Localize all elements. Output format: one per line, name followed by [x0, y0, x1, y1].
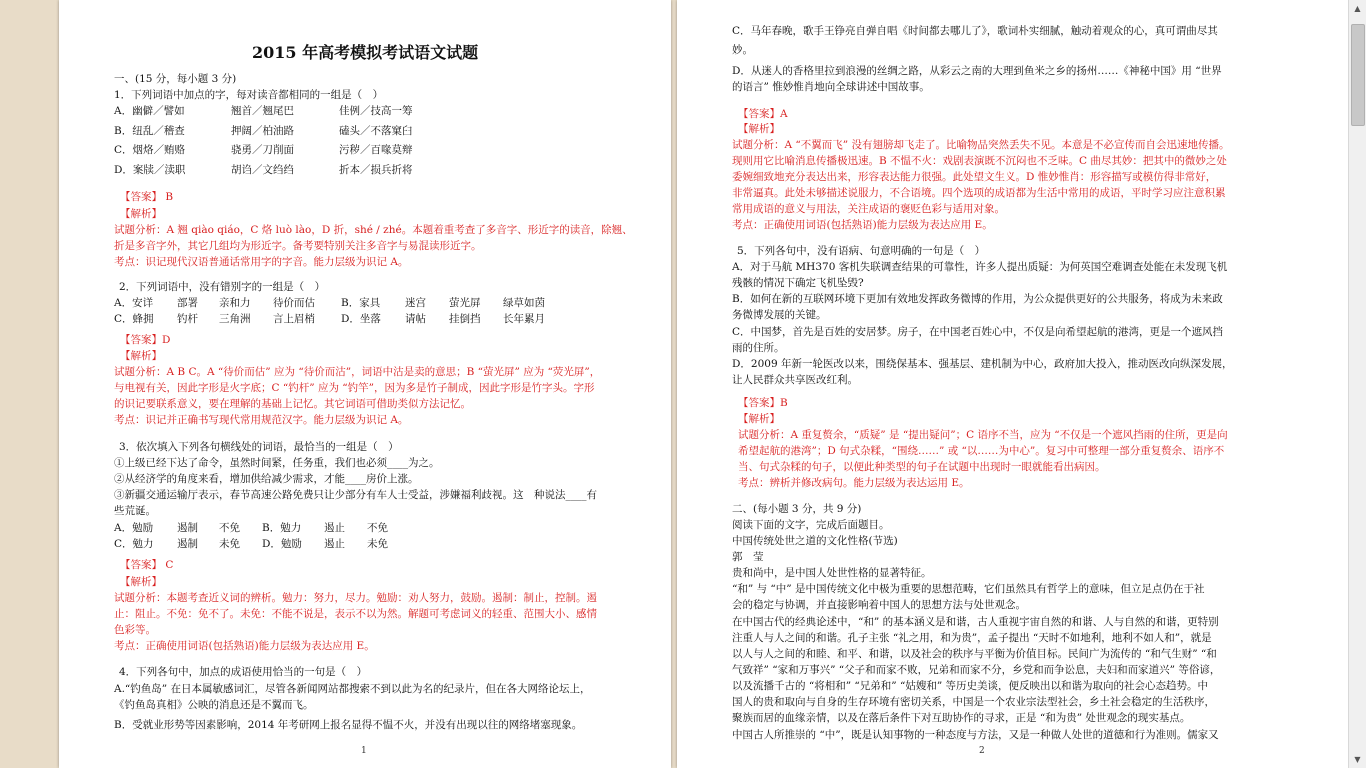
- text-line: 些荒诞。: [114, 505, 156, 517]
- text-line: 1．下列词语中加点的字，每对读音都相同的一组是（ ）: [114, 89, 384, 101]
- text-line: 国人的贵和取向与自身的生存环境有密切关系，中国是一个农业宗法型社会，乡土社会稳定的生活秩序，: [732, 696, 1215, 708]
- text-line: 待价而估: [273, 297, 315, 309]
- answer-line: 考点：识记现代汉语普通话常用字的字音。能力层级为识记 A。: [114, 256, 409, 268]
- text-line: 气致祥” “家和万事兴” “父子和而家不败，兄弟和而家不分，乡党和而争讼息，夫妇和而家道兴” 等俗谚，: [732, 664, 1221, 676]
- text-line: A．对于马航 MH370 客机失联调查结果的可靠性，许多人提出质疑：为何英国空难调查处能在未发现飞机: [732, 261, 1228, 273]
- text-line: 萤光屏: [449, 297, 481, 309]
- text-line: 钓杆: [177, 313, 198, 325]
- text-line: A．勉励: [114, 522, 154, 534]
- text-line: 胡诌／文绉绉: [231, 164, 294, 176]
- answer-line: 色彩等。: [114, 624, 156, 636]
- text-line: B．受就业形势等因素影响，2014 年考研网上报名显得不愠不火，并没有出现以往的网络堵塞现象。: [114, 719, 583, 731]
- text-line: 遏止: [324, 538, 345, 550]
- answer-line: 【答案】A: [738, 108, 788, 120]
- answer-line: 考点：正确使用词语(包括熟语)能力层级为表达应用 E。: [114, 640, 375, 652]
- text-line: 请帖: [405, 313, 426, 325]
- answer-line: 折是多音字外，其它几组均为形近字。备考要特别关注多音字与易混读形近字。: [114, 240, 482, 252]
- text-line: 在中国古代的经典论述中，“和” 的基本涵义是和谐，古人重视宇宙自然的和谐、人与自然的和谐，更特别: [732, 616, 1219, 628]
- text-line: 贵和尚中，是中国人处世性格的显著特征。: [732, 567, 932, 579]
- text-line: C．勉力: [114, 538, 154, 550]
- text-line: 中国古人所推崇的 “中”，既是认知事物的一种态度与方法，又是一种做人处世的道德和行为准则。儒家又: [732, 729, 1219, 741]
- text-line: 不免: [219, 522, 240, 534]
- vertical-scrollbar[interactable]: [1348, 0, 1366, 768]
- answer-line: 【解析】: [120, 350, 162, 362]
- answer-line: 试题分析：A B C。A “待价而估” 应为 “待价而沽”，词语中沽是卖的意思；B “萤光屏” 应为 “荧光屏”，: [114, 366, 601, 378]
- answer-line: 【答案】D: [120, 334, 171, 346]
- text-line: C．烟烙／贿赂: [114, 144, 186, 156]
- text-line: B．如何在新的互联网环境下更加有效地发挥政务微博的作用，为公众提供更好的公共服务，将成为未来政: [732, 293, 1223, 305]
- text-line: 残骸的情况下确定飞机坠毁?: [732, 277, 864, 289]
- text-line: 佳例／技高一筹: [339, 105, 413, 117]
- page-1: [59, 0, 671, 768]
- text-line: A.“钓鱼岛” 在日本属敏感词汇，尽管各新闻网站都搜索不到以此为名的纪录片，但在各大网络论坛上，: [114, 683, 591, 695]
- text-line: 会的稳定与协调，并直接影响着中国人的思想方法与处世观念。: [732, 599, 1026, 611]
- text-line: A．幽僻／譬如: [114, 105, 185, 117]
- page-2: [677, 0, 1348, 768]
- text-line: “和” 与 “中” 是中国传统文化中极为重要的思想范畴，它们虽然具有哲学上的意味，但立足点仍在于社: [732, 583, 1205, 595]
- text-line: D．勉励: [262, 538, 302, 550]
- text-line: 言上眉梢: [273, 313, 315, 325]
- text-line: 郭 莹: [732, 551, 764, 563]
- text-line: A．安详: [114, 297, 154, 309]
- answer-line: 【解析】: [738, 123, 780, 135]
- answer-line: 考点：正确使用词语(包括熟语)能力层级为表达应用 E。: [732, 219, 993, 231]
- scroll-up-icon[interactable]: ▲: [1354, 4, 1361, 13]
- answer-line: 【解析】: [120, 576, 162, 588]
- text-line: 以及流播千古的 “将相和” “兄弟和” “姑嫂和” 等历史美谈，便反映出以和谐为取向的社会心态趋势。中: [732, 680, 1209, 692]
- page-number: 2: [979, 746, 985, 756]
- text-line: 3．依次填入下列各句横线处的词语，最恰当的一组是（ ）: [119, 441, 399, 453]
- exam-title: 2015 年高考模拟考试语文试题: [252, 43, 479, 62]
- text-line: 阅读下面的文字，完成后面题目。: [732, 519, 890, 531]
- answer-line: 考点：识记并正确书写现代常用规范汉字。能力层级为识记 A。: [114, 414, 409, 426]
- text-line: 骁勇／刀削面: [231, 144, 294, 156]
- text-line: ③新疆交通运输厅表示，春节高速公路免费只让少部分有车人士受益，涉嫌福利歧视。这 种说法____有: [114, 489, 597, 501]
- text-line: 一、(15 分，每小题 3 分): [114, 73, 237, 85]
- text-line: 遏制: [177, 538, 198, 550]
- answer-line: 现则用它比喻消息传播极迅速。B 不愠不火：戏剧表演既不沉闷也不乏味。C 曲尽其妙：把其中的微妙之处: [732, 155, 1227, 167]
- text-line: 以人与人之间的和睦、和平、和谐，以及社会的秩序与平衡为价值目标。民间广为流传的 “和气生财” “和: [732, 648, 1217, 660]
- text-line: B．纽乱／稽查: [114, 125, 185, 137]
- text-line: 部署: [177, 297, 198, 309]
- text-line: C．中国梦，首先是百姓的安居梦。房子，在中国老百姓心中，不仅是向希望起航的港湾，更是一个遮风挡: [732, 326, 1224, 338]
- text-line: 5．下列各句中，没有语病、句意明确的一句是（ ）: [737, 245, 986, 257]
- text-line: 未免: [219, 538, 240, 550]
- text-line: C．蜂拥: [114, 313, 154, 325]
- text-line: 三角洲: [219, 313, 251, 325]
- text-line: ①上级已经下达了命令，虽然时间紧，任务重，我们也必须____为之。: [114, 457, 440, 469]
- text-line: D．坐落: [341, 313, 381, 325]
- text-line: 中国传统处世之道的文化性格(节选): [732, 535, 898, 547]
- answer-line: 考点：辨析并修改病句。能力层级为表达运用 E。: [738, 477, 970, 489]
- text-line: 雨的住所。: [732, 342, 785, 354]
- text-line: 长年累月: [503, 313, 545, 325]
- text-line: D．案牍／渎职: [114, 164, 186, 176]
- text-line: 迷宫: [405, 297, 426, 309]
- text-line: D．从迷人的香格里拉到浪漫的丝绸之路，从彩云之南的大理到鱼米之乡的扬州……《神秘中国》用 “世界: [732, 65, 1222, 77]
- text-line: 妙。: [732, 44, 753, 56]
- answer-line: 【答案】B: [738, 397, 788, 409]
- scrollbar-thumb[interactable]: [1351, 24, 1365, 126]
- text-line: 折本／损兵折将: [339, 164, 413, 176]
- text-line: 亲和力: [219, 297, 251, 309]
- answer-line: 当、句式杂糅的句子，以便此种类型的句子在试题中出现时一眼就能看出病因。: [738, 461, 1106, 473]
- page-number: 1: [361, 746, 367, 756]
- answer-line: 试题分析：A 翘 qiào qiáo，C 烙 luò lào，D 折，shé / zhé。本题着重考查了多音字、形近字的读音，除翘、: [114, 224, 633, 236]
- answer-line: 【解析】: [738, 413, 780, 425]
- text-line: 让人民群众共享医改红利。: [732, 374, 858, 386]
- answer-line: 常用成语的意义与用法，关注成语的褒贬色彩与适用对象。: [732, 203, 1005, 215]
- text-line: 二、(每小题 3 分，共 9 分): [732, 503, 862, 515]
- scroll-down-icon[interactable]: ▼: [1354, 755, 1361, 764]
- text-line: 污秽／百喙莫辩: [339, 144, 413, 156]
- answer-line: 的识记要联系意义，要在理解的基础上记忆。其它词语可借助类似方法记忆。: [114, 398, 471, 410]
- answer-line: 委婉细致地充分表达出来，形容表达能力很强。此处望文生义。D 惟妙惟肖：形容描写或模仿得非常好，: [732, 171, 1217, 183]
- text-line: 绿草如茵: [503, 297, 545, 309]
- answer-line: 【答案】 B: [120, 191, 174, 203]
- answer-line: 试题分析：A “不翼而飞” 没有翅膀却飞走了。比喻物品突然丢失不见。本意是不必宣传而自会迅速地传播。: [732, 139, 1230, 151]
- text-line: 《钓鱼岛真相》公映的消息还是不翼而飞。: [114, 699, 314, 711]
- answer-line: 希望起航的港湾”；D 句式杂糅，“围绕……” 或 “以……为中心”。复习中可整理一部分重复赘余、语序不: [738, 445, 1225, 457]
- text-line: 注重人与人之间的和谐。孔子主张 “礼之用，和为贵”，孟子提出 “天时不如地利，地利不如人和”，就是: [732, 632, 1212, 644]
- text-line: 聚族而居的血缘亲情，以及在落后条件下对互助协作的寻求，正是 “和为贵” 处世观念的现实基点。: [732, 712, 1191, 724]
- text-line: 翘首／翘尾巴: [231, 105, 294, 117]
- answer-line: 非常逼真。此处未够描述说服力，不合语境。四个选项的成语都为生活中常用的成语，平时学习应注意积累: [732, 187, 1226, 199]
- answer-line: 与电视有关，因此字形是火字底；C “钓杆” 应为 “钓竿”，因为多是竹子制成，因此字形是竹字头。字形: [114, 382, 595, 394]
- text-line: 不免: [367, 522, 388, 534]
- text-line: 未免: [367, 538, 388, 550]
- text-line: 遏制: [177, 522, 198, 534]
- answer-line: 止：阻止。不免：免不了。未免：不能不说是，表示不以为然。解题可考虑词义的轻重、范围大小、感情: [114, 608, 597, 620]
- text-line: C．马年春晚，歌手王铮亮自弹自唱《时间都去哪儿了》，歌词朴实细腻，触动着观众的心，真可谓曲尽其: [732, 25, 1218, 37]
- answer-line: 试题分析：A 重复赘余，“质疑” 是 “提出疑问”；C 语序不当，应为 “不仅是一个遮风挡雨的住所，更是向: [738, 429, 1228, 441]
- text-line: D．2009 年新一轮医改以来，围绕保基本、强基层、建机制为中心，政府加大投入，推动医改向纵深发展，: [732, 358, 1233, 370]
- text-line: 磕头／不落窠臼: [339, 125, 413, 137]
- answer-line: 【解析】: [120, 208, 162, 220]
- answer-line: 【答案】 C: [120, 559, 174, 571]
- text-line: 挂倒挡: [449, 313, 481, 325]
- text-line: ②从经济学的角度来看，增加供给减少需求，才能____房价上涨。: [114, 473, 419, 485]
- text-line: 2．下列词语中，没有错别字的一组是（ ）: [119, 281, 326, 293]
- text-line: 遏止: [324, 522, 345, 534]
- text-line: 4．下列各句中，加点的成语使用恰当的一句是（ ）: [119, 666, 368, 678]
- answer-line: 试题分析：本题考查近义词的辨析。勉力：努力，尽力。勉励：劝人努力，鼓励。遏制：制止，控制。遏: [114, 592, 597, 604]
- text-line: B．勉力: [262, 522, 302, 534]
- text-line: B．家具: [341, 297, 381, 309]
- text-line: 押阔／柏油路: [231, 125, 294, 137]
- text-line: 务微博发展的关键。: [732, 309, 827, 321]
- text-line: 的语言” 惟妙惟肖地向全球讲述中国故事。: [732, 81, 930, 93]
